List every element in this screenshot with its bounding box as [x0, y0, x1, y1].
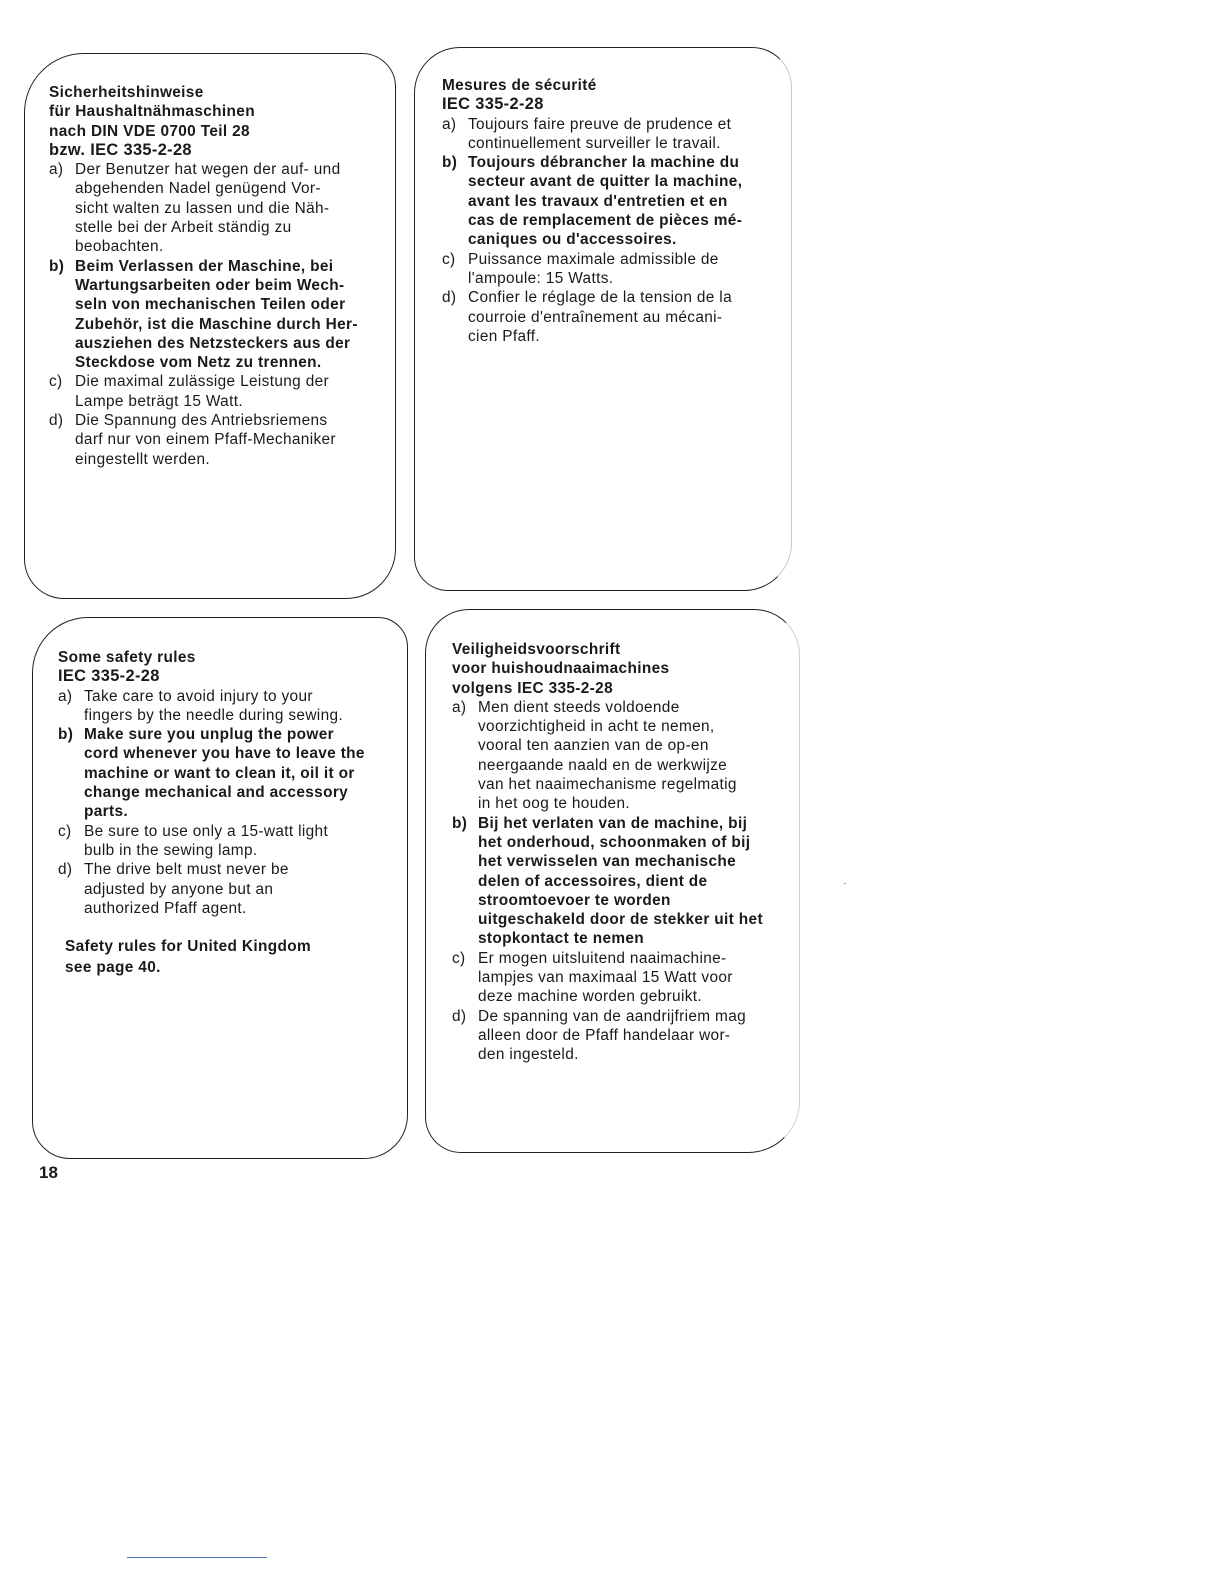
heading-line: nach DIN VDE 0700 Teil 28 [49, 122, 250, 140]
german-heading [49, 83, 379, 160]
item-text: Take care to avoid injury to your fingers by the needle during sewing. [84, 687, 344, 724]
item-text: De spanning van de aandrijfriem mag alleen door de Pfaff handelaar wor- den ingesteld. [478, 1007, 747, 1064]
item-marker: d) [442, 289, 457, 307]
item-text: Er mogen uitsluitend naaimachine- lampjes van maximaal 15 Watt voor deze machine worden gebruikt. [478, 949, 733, 1006]
safety-item-c [49, 372, 379, 411]
note-line: Safety rules for United Kingdom [65, 938, 312, 956]
dutch-heading [452, 640, 792, 698]
heading-line: Veiligheidsvoorschrift [452, 641, 621, 658]
heading-line: Mesures de sécurité [442, 77, 597, 94]
page-number: 18 [39, 1163, 58, 1182]
item-marker: b) [49, 257, 65, 275]
safety-item-d [452, 1007, 792, 1065]
safety-item-d [58, 860, 393, 918]
german-section [49, 83, 379, 469]
item-marker: b) [58, 726, 74, 744]
item-marker: b) [442, 154, 458, 172]
safety-item-c [452, 949, 792, 1007]
item-text: Die Spannung des Antriebsriemens darf nur von einem Pfaff-Mechaniker eingestellt werden. [75, 412, 336, 468]
item-marker: a) [442, 115, 457, 133]
uk-safety-note [58, 937, 393, 978]
item-marker: a) [49, 161, 64, 179]
footnote-rule [127, 1557, 267, 1558]
safety-item-c [58, 822, 393, 861]
french-heading [442, 76, 777, 115]
safety-item-a [442, 115, 777, 154]
heading-line: Some safety rules [58, 649, 196, 666]
heading-line: volgens IEC 335-2-28 [452, 679, 613, 697]
safety-item-b [58, 725, 393, 821]
item-text: The drive belt must never be adjusted by anyone but an authorized Pfaff agent. [84, 861, 289, 917]
note-line: see page 40. [65, 959, 161, 977]
item-marker: c) [442, 250, 456, 268]
english-heading [58, 648, 393, 687]
item-marker: b) [452, 814, 468, 832]
heading-line: IEC 335-2-28 [442, 95, 544, 114]
scan-speck [844, 883, 846, 884]
item-text: Make sure you unplug the power cord whenever you have to leave the machine or want to clean it, oil it or change mechanical and accessory parts. [84, 726, 365, 821]
item-text: Toujours débrancher la machine du secteur avant de quitter la machine, avant les travaux d'entretien et en cas de remplacement de pièces mé- caniques ou d'accessoires. [468, 154, 743, 249]
item-marker: d) [452, 1007, 467, 1025]
safety-item-d [442, 288, 777, 346]
heading-line: bzw. IEC 335-2-28 [49, 140, 192, 159]
item-text: Confier le réglage de la tension de la courroie d'entraînement au mécani- cien Pfaff. [468, 289, 732, 345]
item-marker: d) [49, 412, 64, 430]
french-section [442, 76, 777, 346]
item-text: Be sure to use only a 15-watt light bulb in the sewing lamp. [84, 822, 329, 859]
safety-item-b [49, 257, 379, 373]
item-text: Die maximal zulässige Leistung der Lampe beträgt 15 Watt. [75, 373, 329, 410]
item-marker: c) [58, 822, 72, 840]
safety-item-a [452, 698, 792, 814]
item-text: Bij het verlaten van de machine, bij het onderhoud, schoonmaken of bij het verwisselen van mechanische delen of accessoires, dient de stroomtoevoer te worden uitgeschakeld door de stekker uit het stopkontact te nemen [478, 814, 763, 948]
heading-line: Sicherheitshinweise [49, 84, 204, 101]
item-text: Men dient steeds voldoende voorzichtigheid in acht te nemen, vooral ten aanzien van de op-en neergaande naald en de werkwijze van het naaimechanisme regelmatig in het oog te houden. [478, 698, 737, 813]
item-marker: a) [452, 698, 467, 716]
heading-line: für Haushaltnähmaschinen [49, 103, 255, 121]
safety-item-c [442, 250, 777, 289]
heading-line: voor huishoudnaaimachines [452, 660, 670, 678]
item-marker: c) [452, 949, 466, 967]
item-text: Beim Verlassen der Maschine, bei Wartungsarbeiten oder beim Wech- seln von mechanischen Teilen oder Zubehör, ist die Maschine durch Her- ausziehen des Netzsteckers aus der Steckdose vom Netz zu trennen. [75, 257, 358, 372]
safety-item-a [49, 160, 379, 256]
heading-line: IEC 335-2-28 [58, 667, 160, 686]
item-marker: a) [58, 687, 73, 705]
english-section [58, 648, 393, 978]
safety-item-d [49, 411, 379, 469]
safety-item-a [58, 687, 393, 726]
dutch-section [452, 640, 792, 1065]
item-marker: c) [49, 373, 63, 391]
item-marker: d) [58, 861, 73, 879]
safety-item-b [442, 153, 777, 249]
safety-item-b [452, 814, 792, 949]
item-text: Puissance maximale admissible de l'ampoule: 15 Watts. [468, 250, 719, 287]
item-text: Toujours faire preuve de prudence et continuellement surveiller le travail. [468, 115, 732, 152]
item-text: Der Benutzer hat wegen der auf- und abgehenden Nadel genügend Vor- sicht walten zu lassen und die Näh- stelle bei der Arbeit ständig zu beobachten. [75, 161, 341, 256]
